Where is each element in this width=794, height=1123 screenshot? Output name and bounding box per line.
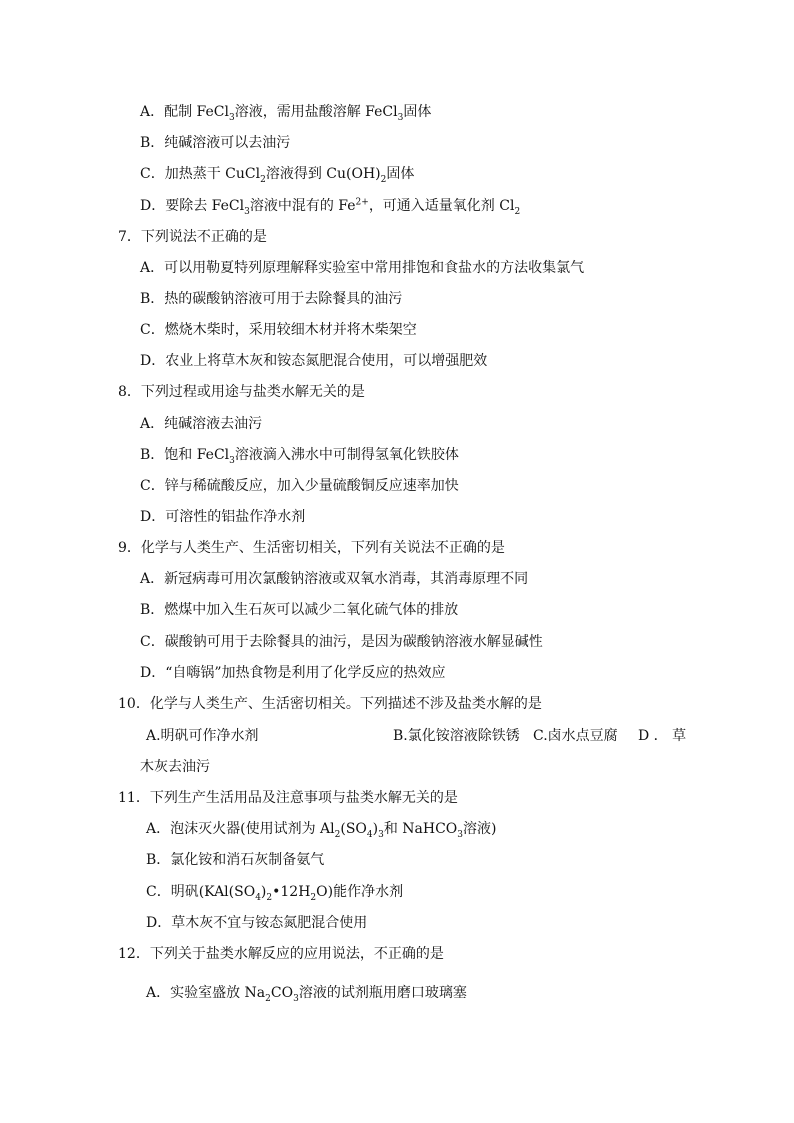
q10-option-b: B.氯化铵溶液除铁锈 bbox=[393, 728, 520, 744]
q10-option-a: A.明矾可作净水剂 bbox=[146, 728, 259, 744]
text-line-l16: A．新冠病毒可用次氯酸钠溶液或双氧水消毒，其消毒原理不同 bbox=[140, 571, 529, 587]
text-line-l3: C．加热蒸干 CuCl$_2$溶液得到 $Cu(OH)_2$固体 bbox=[140, 166, 415, 185]
text-line-l15: 9．化学与人类生产、生活密切相关，下列有关说法不正确的是 bbox=[118, 540, 505, 556]
text-line-l8: C．燃烧木柴时，采用较细木材并将木柴架空 bbox=[140, 322, 417, 338]
text-line-l17: B．燃煤中加入生石灰可以减少二氧化硫气体的排放 bbox=[140, 602, 459, 618]
text-line-l25: B．氯化铵和消石灰制备氨气 bbox=[146, 852, 325, 868]
text-line-l6: A．可以用勒夏特列原理解释实验室中常用排饱和食盐水的方法收集氯气 bbox=[140, 260, 585, 276]
text-line-l18: C．碳酸钠可用于去除餐具的油污，是因为碳酸钠溶液水解显碱性 bbox=[140, 634, 543, 650]
text-line-l19: D．“自嗨锅”加热食物是利用了化学反应的热效应 bbox=[140, 665, 446, 681]
text-line-l20: 10．化学与人类生产、生活密切相关。下列描述不涉及盐类水解的是 bbox=[118, 696, 542, 712]
text-line-l9: D．农业上将草木灰和铵态氮肥混合使用，可以增强肥效 bbox=[140, 353, 488, 369]
text-line-l14: D．可溶性的铝盐作净水剂 bbox=[140, 509, 306, 525]
text-line-l10: 8．下列过程或用途与盐类水解无关的是 bbox=[118, 384, 365, 400]
text-line-l11: A．纯碱溶液去油污 bbox=[140, 416, 263, 432]
text-line-l22: 木灰去油污 bbox=[140, 759, 210, 775]
text-line-l29: A．实验室盛放 $Na_2CO_3$溶液的试剂瓶用磨口玻璃塞 bbox=[146, 985, 467, 1004]
text-line-l2: B．纯碱溶液可以去油污 bbox=[140, 135, 291, 151]
text-line-l23: 11．下列生产生活用品及注意事项与盐类水解无关的是 bbox=[118, 790, 458, 806]
text-line-l24: A．泡沫灭火器(使用试剂为 $Al_2(SO_4)_3$和 NaHCO$_3$溶液) bbox=[146, 821, 497, 840]
text-line-l7: B．热的碳酸钠溶液可用于去除餐具的油污 bbox=[140, 291, 403, 307]
text-line-l13: C．锌与稀硫酸反应，加入少量硫酸铜反应速率加快 bbox=[140, 478, 459, 494]
text-line-l28: 12．下列关于盐类水解反应的应用说法，不正确的是 bbox=[118, 946, 444, 962]
text-line-l27: D．草木灰不宜与铵态氮肥混合使用 bbox=[146, 915, 368, 931]
q10-option-d: D ． 草 bbox=[638, 728, 687, 744]
text-line-l26: C．明矾$(KAl(SO_4)_2•12H_2O)$能作净水剂 bbox=[146, 884, 404, 903]
text-line-l5: 7．下列说法不正确的是 bbox=[118, 229, 267, 245]
text-line-l1: A．配制 FeCl$_3$溶液，需用盐酸溶解 FeCl$_3$固体 bbox=[140, 104, 432, 123]
text-line-l12: B．饱和 FeCl$_3$溶液滴入沸水中可制得氢氧化铁胶体 bbox=[140, 447, 459, 466]
text-line-l4: D．要除去 FeCl$_3$溶液中混有的 $Fe^{2+}$，可通入适量氧化剂 $Cl_2$ bbox=[140, 197, 521, 217]
q10-option-c: C.卤水点豆腐 bbox=[533, 728, 618, 744]
